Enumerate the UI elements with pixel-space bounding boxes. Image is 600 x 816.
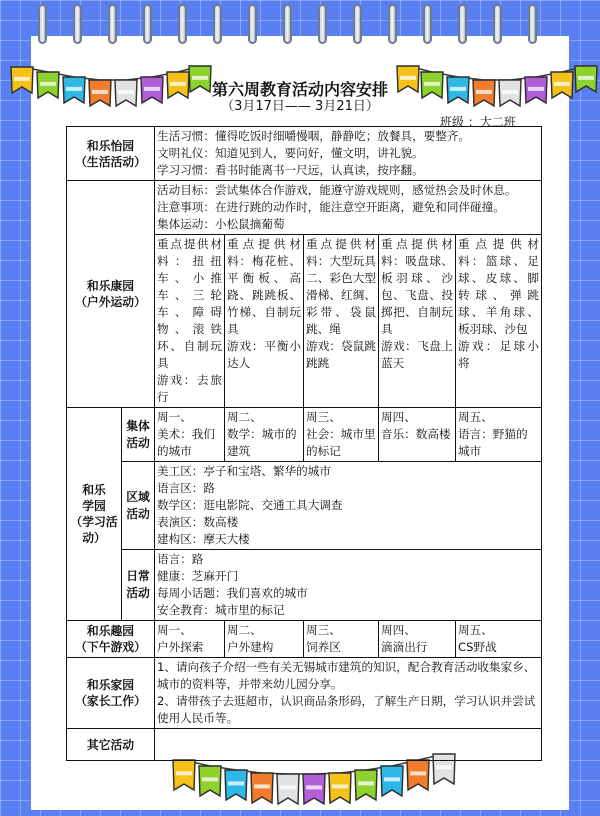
other-row <box>67 729 542 761</box>
binder-ring <box>283 4 292 44</box>
study-daily-label: 日常活动 <box>122 550 155 621</box>
family-row <box>67 658 542 729</box>
binder-ring <box>493 4 502 44</box>
outdoor-material-wed: 重点提供材料：大型玩具二、彩色大型滑梯、红绸、彩带、袋鼠跳、绳 游戏：袋鼠跳跳跳 <box>304 235 379 408</box>
study-section-header: 和乐 学园 （学习活动） <box>67 408 122 621</box>
outdoor-material-tue: 重点提供材料：梅花桩、平衡板、高跷、跳跳板、竹梯、自制玩具 游戏：平衡小达人 <box>225 235 304 408</box>
play-tue: 周二、 户外建构 <box>225 621 304 658</box>
study-group-label: 集体活动 <box>122 408 155 462</box>
binder-ring <box>178 4 187 44</box>
binder-ring <box>388 4 397 44</box>
binder-ring <box>458 4 467 44</box>
play-thu: 周四、 滴滴出行 <box>379 621 456 658</box>
play-wed: 周三、 饲养区 <box>304 621 379 658</box>
study-group-fri: 周五、 语言：野猫的城市 <box>456 408 542 462</box>
binder-ring <box>73 4 82 44</box>
study-area-row <box>67 462 542 550</box>
binder-ring <box>213 4 222 44</box>
life-section-header: 和乐怡园 （生活活动） <box>67 127 155 181</box>
outdoor-material-mon: 重点提供材料：扭扭车、小推车、三轮车、障碍物、滚铁环、自制玩具 游戏：去旅行 <box>155 235 225 408</box>
other-content <box>155 729 542 761</box>
outdoor-general: 活动目标：尝试集体合作游戏，能遵守游戏规则，感觉热会及时休息。 注意事项：在进行跳的动作时，能注意空开距离，避免和同伴碰撞。 集体运动：小松鼠摘葡萄 <box>155 181 542 235</box>
study-daily-row <box>67 550 542 621</box>
play-section-header: 和乐趣园 （下午游戏） <box>67 621 155 658</box>
outdoor-row <box>67 181 542 235</box>
outdoor-material-thu: 重点提供材料：吸盘球、板羽球、沙包、飞盘、投掷把、自制玩具 游戏：飞盘上蓝天 <box>379 235 456 408</box>
study-area-content: 美工区：亭子和宝塔、繁华的城市 语言区：路 数学区：逛电影院、交通工具大调查 表演区：数高楼 建构区：摩天大楼 <box>155 462 542 550</box>
family-section-header: 和乐家园 （家长工作） <box>67 658 155 729</box>
binder-ring <box>108 4 117 44</box>
study-group-row <box>67 408 542 462</box>
play-mon: 周一、 户外探索 <box>155 621 225 658</box>
study-daily-content: 语言：路 健康：芝麻开门 每周小话题：我们喜欢的城市 安全教育：城市里的标记 <box>155 550 542 621</box>
binder-ring <box>528 4 537 44</box>
outdoor-material-fri: 重点提供材料：篮球、足球、皮球、脚转球、弹跳球、羊角球、板羽球、沙包 游戏：足球小将 <box>456 235 542 408</box>
date-range: （3月17日—— 3月21日） <box>221 99 379 114</box>
family-content: 1、请向孩子介绍一些有关无锡城市建筑的知识，配合教育活动收集家乡、城市的资料等，并带来幼儿园分享。 2、请带孩子去逛超市，认识商品条形码，了解生产日期，学习认识并尝试使用人民币等。 <box>155 658 542 729</box>
life-content: 生活习惯：懂得吃饭时细嚼慢咽，静静吃；放餐具，要整齐。 文明礼仪：知道见到人，要问好，懂文明，讲礼貌。 学习习惯：看书时能离书一尺远，认真读，按序翻。 <box>155 127 542 181</box>
binder-ring <box>143 4 152 44</box>
binder-ring <box>423 4 432 44</box>
study-group-wed: 周三、 社会：城市里的标记 <box>304 408 379 462</box>
study-area-label: 区域活动 <box>122 462 155 550</box>
outdoor-section-header: 和乐康园 （户外运动） <box>67 181 155 408</box>
play-fri: 周五、 CS野战 <box>456 621 542 658</box>
schedule-table <box>66 126 542 761</box>
binder-ring <box>353 4 362 44</box>
study-group-mon: 周一、 美术：我们的城市 <box>155 408 225 462</box>
binder-rings <box>38 4 562 48</box>
binder-ring <box>38 4 47 44</box>
class-label: 班级 ：大二班 <box>440 115 516 129</box>
other-section-header: 其它活动 <box>67 729 155 761</box>
play-row <box>67 621 542 658</box>
page-title: 第六周教育活动内容安排 <box>211 80 388 99</box>
binder-ring <box>318 4 327 44</box>
life-row <box>67 127 542 181</box>
binder-ring <box>248 4 257 44</box>
study-group-thu: 周四、 音乐：数高楼 <box>379 408 456 462</box>
study-group-tue: 周二、 数学：城市的建筑 <box>225 408 304 462</box>
